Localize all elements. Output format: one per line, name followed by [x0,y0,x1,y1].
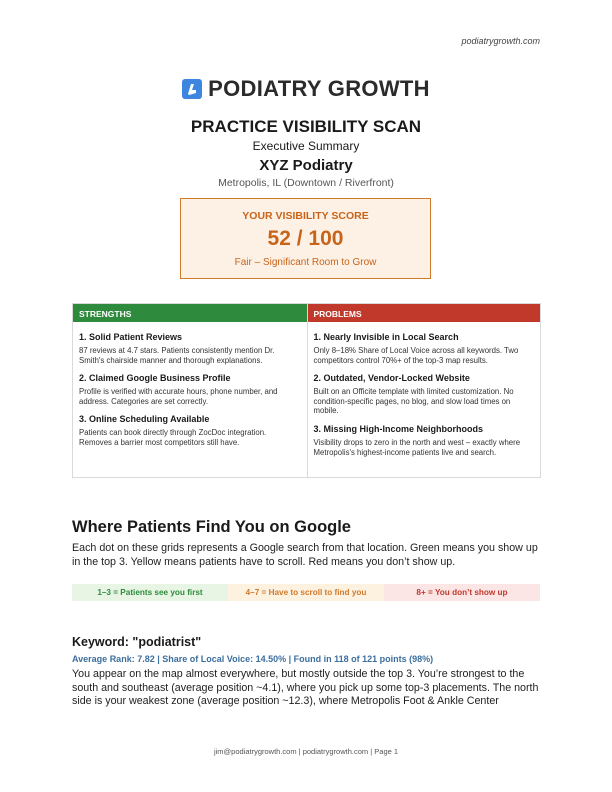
strength-title: 1. Solid Patient Reviews [79,332,183,342]
keyword-analysis: You appear on the map almost everywhere, but mostly outside the top 3. You’re strongest to the south and southeast (average position ~4.1), where you pick up some top-3 placements. The north side is your weakest zone (average position ~12.3), where Metropolis Foot & Ankle Center [72,668,539,707]
problem-title: 3. Missing High-Income Neighborhoods [313,423,484,434]
practice-location: Metropolis, IL (Downtown / Riverfront) [218,177,394,189]
strengths-header: STRENGTHS [73,304,307,322]
site-url[interactable]: podiatrygrowth.com [461,36,540,46]
maps-section-intro: Each dot on these grids represents a Google search from that location. Green means you show up in the top 3. Yellow means patients have to scroll. Red means you don’t show up. [72,542,538,568]
strength-text: Patients can book directly through ZocDoc integration. Removes a barrier most competitors still have. [79,428,267,447]
report-title: PRACTICE VISIBILITY SCAN [190,117,422,136]
logo-text: PODIATRY GROWTH [208,76,430,101]
problem-title: 1. Nearly Invisible in Local Search [313,332,459,342]
problem-text: Built on an Officite template with limited customization. No condition-specific pages, no blog, and slow load times on mobile. [313,387,514,416]
strength-title: 3. Online Scheduling Available [79,414,210,425]
problems-header: PROBLEMS [308,304,541,322]
score-description: Fair – Significant Room to Grow [234,257,377,268]
score-label: YOUR VISIBILITY SCORE [242,210,369,222]
strengths-problems-table [72,303,541,478]
foot-logo-icon [182,79,202,99]
brand-logo [0,76,612,102]
strengths-column [73,304,307,477]
visibility-score-box [180,198,431,279]
strength-text: 87 reviews at 4.7 stars. Patients consistently mention Dr. Smith's chairside manner and thorough explanations. [79,346,275,365]
page-footer: jim@podiatrygrowth.com | podiatrygrowth.com | Page 1 [213,747,399,756]
strength-title: 2. Claimed Google Business Profile [79,373,231,384]
problem-text: Only 8–18% Share of Local Voice across all keywords. Two competitors control 70%+ of the top-3 map results. [313,346,519,365]
practice-name: XYZ Podiatry [259,157,353,174]
legend-green: 1–3 = Patients see you first [72,584,228,601]
score-value: 52 / 100 [267,227,344,250]
rank-legend [72,584,540,601]
problem-text: Visibility drops to zero in the north and west – exactly where Metropolis's highest-income patients live and search. [313,437,521,457]
keyword-title: Keyword: "podiatrist" [72,635,202,649]
report-subtitle: Executive Summary [252,139,360,153]
legend-yellow: 4–7 = Have to scroll to find you [228,584,384,601]
strength-text: Profile is verified with accurate hours, phone number, and address. Categories are set correctly. [79,387,278,406]
keyword-stats: Average Rank: 7.82 | Share of Local Voice: 14.50% | Found in 118 of 121 points (98%) [72,654,434,664]
problem-title: 2. Outdated, Vendor-Locked Website [313,373,470,384]
maps-section-title: Where Patients Find You on Google [72,518,351,536]
problems-column [307,304,541,477]
legend-red: 8+ = You don’t show up [384,584,540,601]
